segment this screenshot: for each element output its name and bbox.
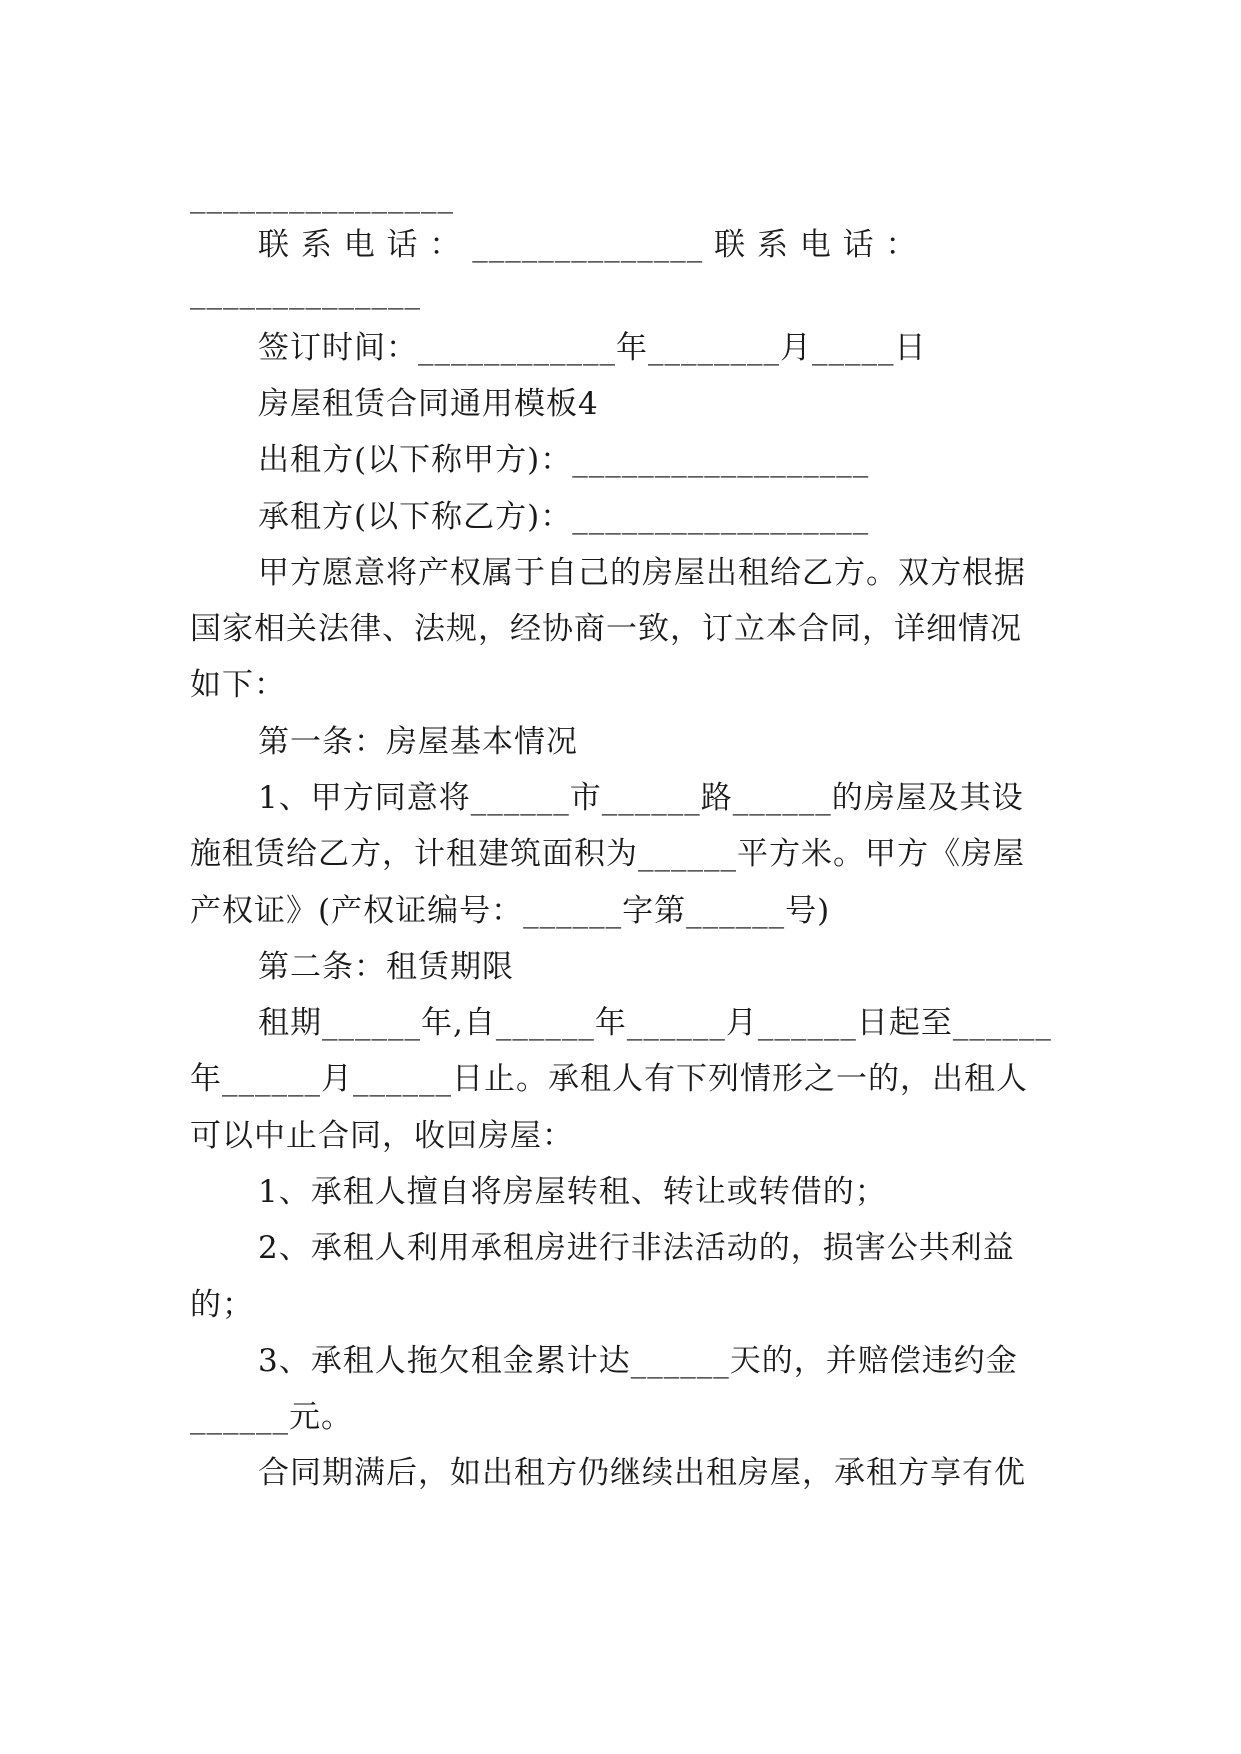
- paragraph-line: 甲方愿意将产权属于自己的房屋出租给乙方。双方根据: [258, 555, 1026, 591]
- underline-blank: ______________: [190, 274, 421, 310]
- paragraph-line: 产权证》(产权证编号：______字第______号): [190, 893, 831, 929]
- paragraph-line: 的；: [190, 1287, 254, 1323]
- paragraph-line: ______元。: [190, 1399, 353, 1435]
- paragraph-line: 可以中止合同，收回房屋：: [190, 1118, 574, 1154]
- contact-phone-line: [258, 225, 1050, 265]
- paragraph-line: 国家相关法律、法规，经协商一致，订立本合同，详细情况: [190, 611, 1022, 647]
- list-item: 2、承租人利用承租房进行非法活动的，损害公共利益: [258, 1230, 1015, 1266]
- lessor-line: 出租方(以下称甲方)：__________________: [258, 442, 870, 478]
- paragraph-line: 施租赁给乙方，计租建筑面积为______平方米。甲方《房屋: [190, 836, 1025, 872]
- contract-title: 房屋租赁合同通用模板4: [258, 386, 599, 422]
- paragraph-line: 1、甲方同意将______市______路______的房屋及其设: [258, 780, 1024, 816]
- list-item: 1、承租人擅自将房屋转租、转让或转借的；: [258, 1174, 887, 1210]
- signing-date-line: 签订时间：____________年________月_____日: [258, 330, 927, 366]
- lessee-line: 承租方(以下称乙方)：__________________: [258, 499, 870, 535]
- underline-blank: ________________: [190, 178, 454, 214]
- paragraph-line: 租期______年,自______年______月______日起至______: [258, 1005, 1052, 1041]
- article-heading: 第二条：租赁期限: [258, 949, 514, 985]
- article-heading: 第一条：房屋基本情况: [258, 724, 578, 760]
- paragraph-line: 年______月______日止。承租人有下列情形之一的，出租人: [190, 1061, 1028, 1097]
- contact-phone-text: 联 系 电 话 ： ______________ 联 系 电 话 ：: [258, 227, 918, 263]
- list-item: 3、承租人拖欠租金累计达______天的，并赔偿违约金: [258, 1343, 1018, 1379]
- paragraph-line: 合同期满后，如出租方仍继续出租房屋，承租方享有优: [258, 1455, 1026, 1491]
- paragraph-line: 如下：: [190, 667, 286, 703]
